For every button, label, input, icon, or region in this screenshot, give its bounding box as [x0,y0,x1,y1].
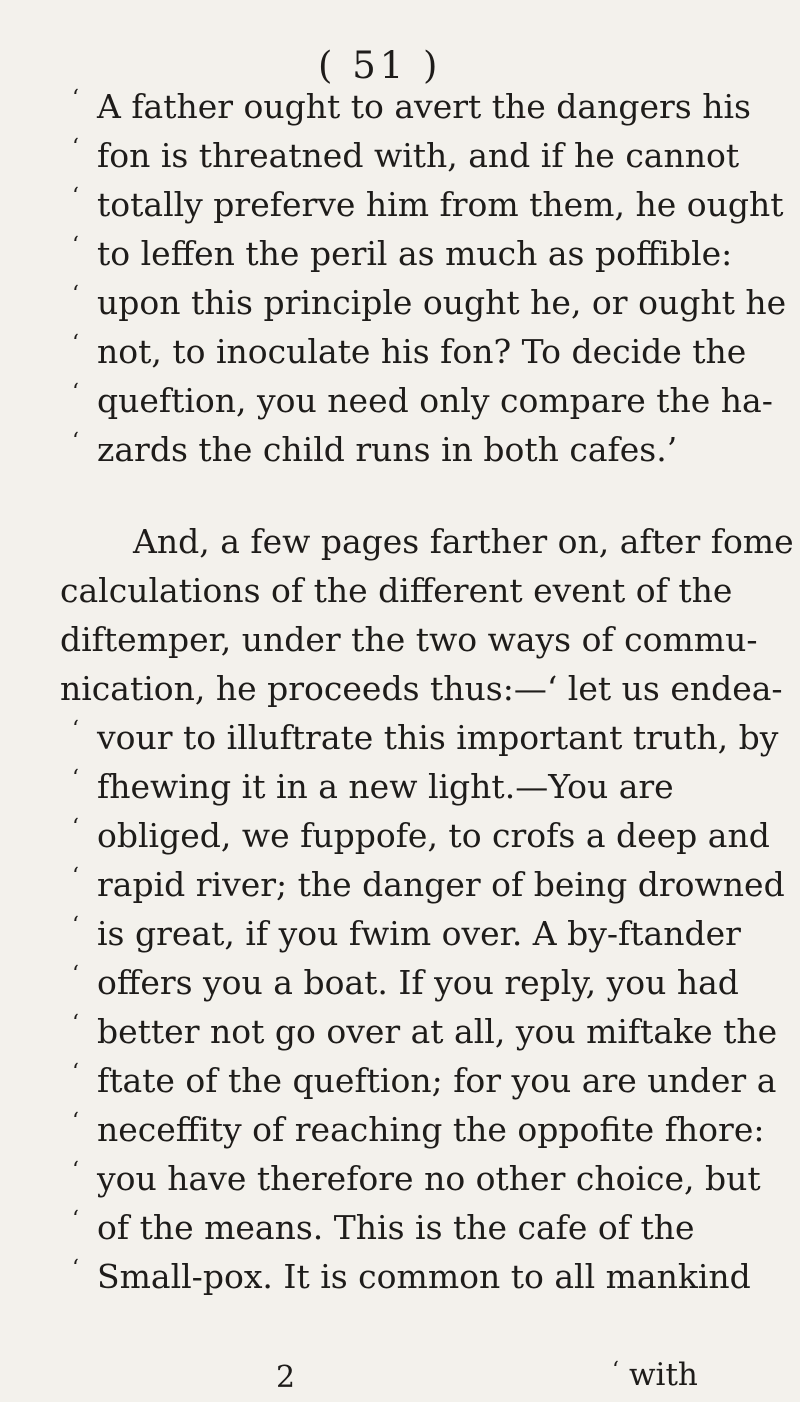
line-text: totally preferve him from them, he ought [97,185,784,224]
quote-mark: ‘ [72,1158,79,1183]
quote-mark: ‘ [72,1256,79,1281]
line-text: nication, he proceeds thus:—‘ let us endea- [60,669,783,708]
line-text: fhewing it in a new light.—You are [97,767,674,806]
line-text: rapid river; the danger of being drowned [97,865,785,904]
line-text: Small-pox. It is common to all mankind [97,1257,751,1296]
line-text: diftemper, under the two ways of commu- [60,620,758,659]
quote-mark: ‘ [72,331,79,356]
line-text: is great, if you fwim over. A by-ftander [97,914,741,953]
line-text: offers you a boat. If you reply, you had [97,963,739,1002]
line-text: And, a few pages farther on, after fome [133,522,794,561]
catchword-text: with [629,1357,698,1393]
line-text: A father ought to avert the dangers his [97,87,751,126]
quote-mark: ‘ [72,717,79,742]
quote-mark: ‘ [72,1207,79,1232]
quote-mark: ‘ [72,962,79,987]
line-text: obliged, we fuppofe, to crofs a deep and [97,816,770,855]
quote-mark: ‘ [72,86,79,111]
quote-mark: ‘ [72,1109,79,1134]
quote-mark: ‘ [72,1011,79,1036]
quote-mark: ‘ [72,429,79,454]
line-text: vour to illuftrate this important truth, by [97,718,779,757]
line-text: calculations of the different event of the [60,571,733,610]
line-text: you have therefore no other choice, but [97,1159,761,1198]
quote-mark: ‘ [72,380,79,405]
line-text: better not go over at all, you miftake the [97,1012,778,1051]
quote-mark: ‘ [72,864,79,889]
signature-mark: 2 [276,1360,296,1395]
line-text: of the means. This is the cafe of the [97,1208,695,1247]
catchword [612,1357,698,1393]
quote-mark: ‘ [72,913,79,938]
line-text: neceffity of reaching the oppofite fhore: [97,1110,765,1149]
quote-mark: ‘ [612,1358,619,1383]
page-number: ( 51 ) [318,44,442,87]
line-text: zards the child runs in both cafes.’ [97,430,678,469]
quote-mark: ‘ [72,282,79,307]
line-text: fon is threatned with, and if he cannot [97,136,740,175]
quote-mark: ‘ [72,766,79,791]
line-text: to leffen the peril as much as poffible: [97,234,733,273]
quote-mark: ‘ [72,233,79,258]
line-text: not, to inoculate his fon? To decide the [97,332,747,371]
line-text: ftate of the queftion; for you are under a [97,1061,777,1100]
line-text: queftion, you need only compare the ha- [97,381,773,420]
quote-mark: ‘ [72,815,79,840]
quote-mark: ‘ [72,1060,79,1085]
line-text: upon this principle ought he, or ought he [97,283,787,322]
quote-mark: ‘ [72,135,79,160]
quote-mark: ‘ [72,184,79,209]
